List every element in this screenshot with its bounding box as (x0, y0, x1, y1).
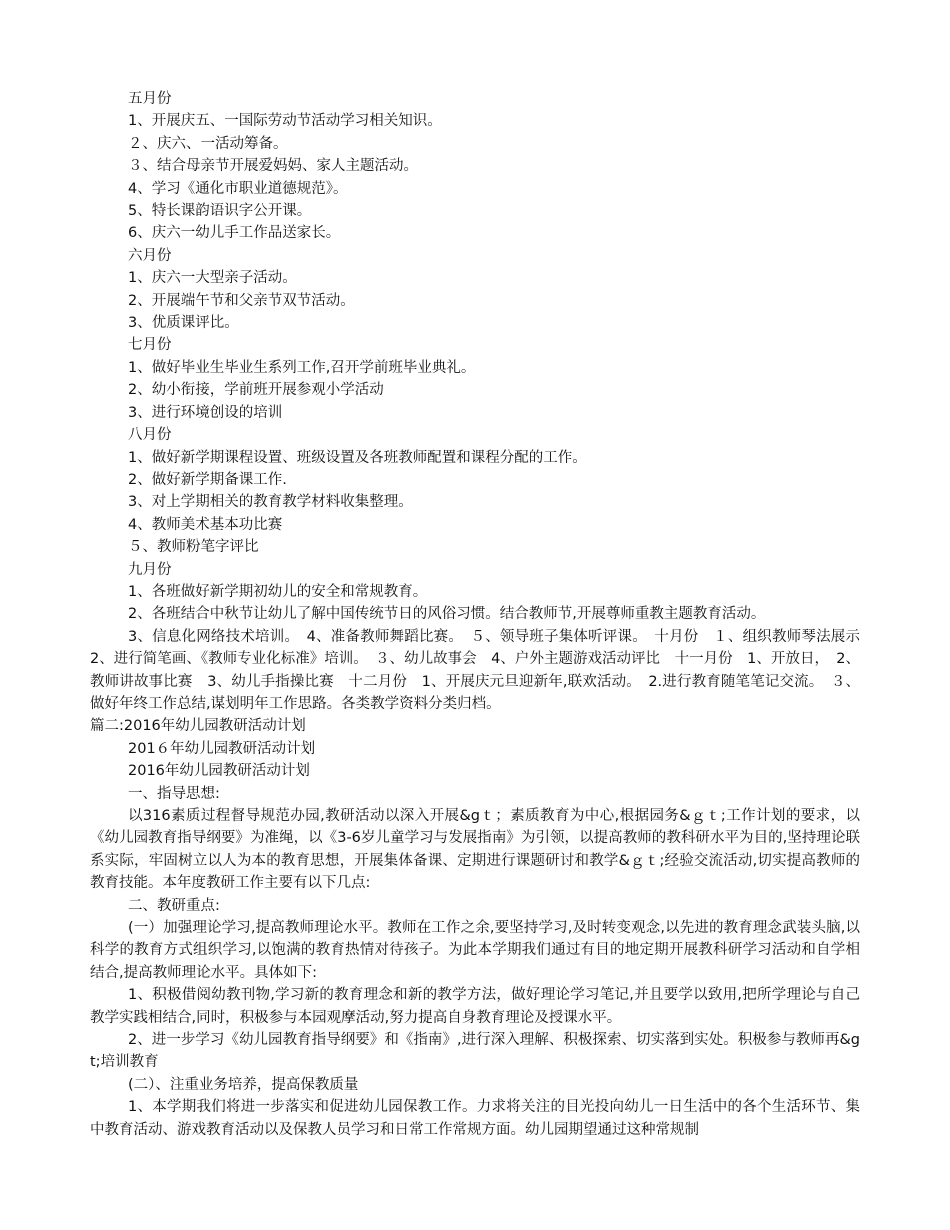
list-item: 5、特长课韵语识字公开课。 (128, 203, 312, 220)
month-heading-july: 七月份 (128, 337, 172, 354)
list-item: 6、庆六一幼儿手工作品送家长。 (128, 225, 341, 242)
list-item: ３、结合母亲节开展爱妈妈、家人主题活动。 (128, 158, 418, 175)
focus-subheading: (二）、注重业务培养，提高保教质量 (128, 1076, 359, 1093)
month-heading-may: 五月份 (128, 91, 172, 107)
list-item: 1、做好新学期课程设置、班级设置及各班教师配置和课程分配的工作。 (128, 449, 587, 466)
list-item: 3、优质课评比。 (128, 315, 239, 332)
list-item: 2、各班结合中秋节让幼儿了解中国传统节日的风俗习惯。结合教师节,开展尊师重教主题教育活动。 (128, 606, 766, 623)
month-heading-september: 九月份 (128, 561, 172, 578)
list-item: 2、开展端午节和父亲节双节活动。 (128, 292, 355, 309)
focus-paragraph: (一）加强理论学习,提高教师理论水平。教师在工作之余,要坚持学习,及时转变观念,以先进的教育理念武装头脑,以科学的教育方式组织学习,以饱满的教育热情对待孩子。为此本学期我们通过有目的地定期开展教科研学习活动和自学相结合,提高教师理论水平。具体如下: (90, 920, 860, 981)
list-item: 2、做好新学期备课工作. (128, 471, 287, 488)
list-item: 1、各班做好新学期初幼儿的安全和常规教育。 (128, 583, 428, 600)
list-item: 4、学习《通化市职业道德规范》。 (128, 180, 348, 197)
list-item: 1、开展庆五、一国际劳动节活动学习相关知识。 (128, 113, 442, 130)
part-two-subtitle: 2016年幼儿园教研活动计划 (128, 763, 310, 780)
month-heading-june: 六月份 (128, 247, 172, 264)
focus-item-paragraph: 1、积极借阅幼教刊物,学习新的教育理念和新的教学方法，做好理论学习笔记,并且要学以致用,把所学理论与自己教学实践相结合,同时，积极参与本园观摩活动,努力提高自身教育理论及授课水平。 (90, 987, 860, 1026)
focus-item-paragraph: 2、进一步学习《幼儿园教育指导纲要》和《指南》,进行深入理解、积极探索、切实落到实处。积极参与教师再&gt;培训教育 (90, 1032, 860, 1071)
list-item: 1、做好毕业生毕业生系列工作,召开学前班毕业典礼。 (128, 359, 476, 376)
list-item: ５、教师粉笔字评比 (128, 539, 259, 556)
guiding-paragraph: 以316素质过程督导规范办园,教研活动以深入开展&gｔ；素质教育为中心,根据园务&ｇｔ;工作计划的要求，以《幼儿园教育指导纲要》为准绳，以《3-6岁儿童学习与发展指南》为引领，以提高教师的教科研水平为目的,坚持理论联系实际，牢固树立以人为本的教育思想，开展集体备课、定期进行课题研讨和教学&ｇｔ;经验交流活动,切实提高教师的教育技能。本年度教研工作主要有以下几点: (90, 808, 860, 892)
list-item: 1、庆六一大型亲子活动。 (128, 270, 297, 287)
focus-item-paragraph: 1、本学期我们将进一步落实和促进幼儿园保教工作。力求将关注的目光投向幼儿一日生活中的各个生活环节、集中教育活动、游戏教育活动以及保教人员学习和日常工作常规方面。幼儿园期望通过这种常规制 (90, 1099, 860, 1138)
document-page (90, 88, 875, 1141)
focus-heading: 二、教研重点: (128, 897, 220, 914)
guiding-heading: 一、指导思想: (128, 785, 220, 802)
list-item: ２、庆六、一活动筹备。 (128, 135, 288, 152)
part-two-title: 篇二:2016年幼儿园教研活动计划 (90, 718, 306, 735)
list-item: 3、进行环境创设的培训 (128, 404, 283, 421)
run-on-paragraph: 3、信息化网络技术培训。 4、准备教师舞蹈比赛。 ５、领导班子集体听评课。 十月份 １、组织教师琴法展示 2、进行简笔画、《教师专业化标准》培训。 ３、幼儿故事会 4、户外主题游戏活动评比 十一月份 1、开放日， 2、教师讲故事比赛 3、幼儿手指操比赛 十二月份 1、开展庆元旦迎新年,联欢活动。 2.进行教育随笔笔记交流。 ３、做好年终工作总结,谋划明年工作思路。各类教学资料分类归档。 (90, 628, 875, 712)
list-item: 2、幼小衔接，学前班开展参观小学活动 (128, 382, 384, 399)
list-item: 4、教师美术基本功比赛 (128, 516, 283, 533)
month-heading-august: 八月份 (128, 427, 172, 444)
part-two-subtitle: 201６年幼儿园教研活动计划 (128, 740, 316, 757)
list-item: 3、对上学期相关的教育教学材料收集整理。 (128, 494, 413, 511)
